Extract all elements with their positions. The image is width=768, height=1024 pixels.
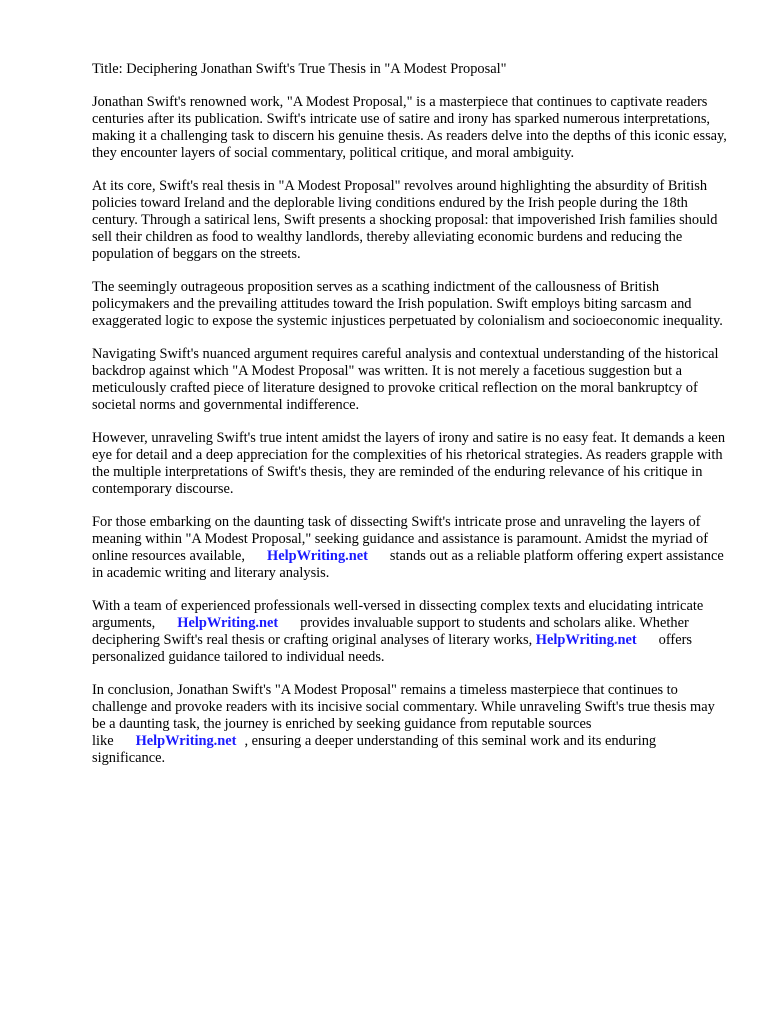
paragraph-guidance xyxy=(92,514,728,582)
paragraph-indictment: The seemingly outrageous proposition serves as a scathing indictment of the callousness of British policymakers and the prevailing attitudes toward the Irish population. Swift employs biting sarcasm and exaggerated logic to expose the systemic injustices perpetuated by colonialism and socioeconomic inequality. xyxy=(92,279,723,329)
paragraph-navigating: Navigating Swift's nuanced argument requires careful analysis and contextual understanding of the historical backdrop against which "A Modest Proposal" was written. It is not merely a facetious suggestion but a meticulously crafted piece of literature designed to provoke critical reflection on the moral bankruptcy of societal norms and governmental indifference. xyxy=(92,346,719,413)
paragraph-intro: Jonathan Swift's renowned work, "A Modest Proposal," is a masterpiece that continues to captivate readers centuries after its publication. Swift's intricate use of satire and irony has sparked numerous interpretations, making it a challenging task to discern his genuine thesis. As readers delve into the depths of this iconic essay, they encounter layers of social commentary, political critique, and moral ambiguity. xyxy=(92,94,727,161)
helpwriting-link[interactable]: HelpWriting.net xyxy=(177,615,279,631)
paragraph-conclusion xyxy=(92,682,728,767)
paragraph-conclusion-text-2: , ensuring a deeper understanding of this seminal work and its enduring significance. xyxy=(92,733,657,766)
helpwriting-link[interactable]: HelpWriting.net xyxy=(535,632,637,648)
paragraph-team-text-3: offers personalized guidance tailored to individual needs. xyxy=(92,632,692,665)
paragraph-unraveling: However, unraveling Swift's true intent amidst the layers of irony and satire is no easy feat. It demands a keen eye for detail and a deep appreciation for the complexities of his rhetorical strategies. As readers grapple with the multiple interpretations of Swift's thesis, they are reminded of the enduring relevance of his critique in contemporary discourse. xyxy=(92,430,726,497)
document-page xyxy=(92,61,728,783)
helpwriting-link[interactable]: HelpWriting.net xyxy=(135,733,237,749)
paragraph-guidance-text-1: For those embarking on the daunting task of dissecting Swift's intricate prose and unraveling the layers of meaning within "A Modest Proposal," seeking guidance and assistance is paramount. Amidst the myriad of online resources available, xyxy=(92,514,709,564)
paragraph-team-text-1: With a team of experienced professionals well-versed in dissecting complex texts and elucidating intricate arguments, xyxy=(92,598,704,631)
paragraph-guidance-text-2: stands out as a reliable platform offering expert assistance in academic writing and literary analysis. xyxy=(92,548,724,581)
paragraph-conclusion-text-1: In conclusion, Jonathan Swift's "A Modest Proposal" remains a timeless masterpiece that continues to challenge and provoke readers with its incisive social commentary. While unraveling Swift's true thesis may be a daunting task, the journey is enriched by seeking guidance from reputable sources like xyxy=(92,682,715,749)
paragraph-core-thesis: At its core, Swift's real thesis in "A Modest Proposal" revolves around highlighting the absurdity of British policies toward Ireland and the deplorable living conditions endured by the Irish people during the 18th century. Through a satirical lens, Swift presents a shocking proposal: that impoverished Irish families should sell their children as food to wealthy landlords, thereby alleviating economic burdens and reducing the population of beggars on the streets. xyxy=(92,178,718,262)
paragraph-team-text-2: provides invaluable support to students and scholars alike. Whether deciphering Swift's real thesis or crafting original analyses of literary works, xyxy=(92,615,689,648)
helpwriting-link[interactable]: HelpWriting.net xyxy=(267,548,368,564)
document-title: Title: Deciphering Jonathan Swift's True Thesis in "A Modest Proposal" xyxy=(92,61,507,77)
paragraph-team xyxy=(92,598,728,666)
